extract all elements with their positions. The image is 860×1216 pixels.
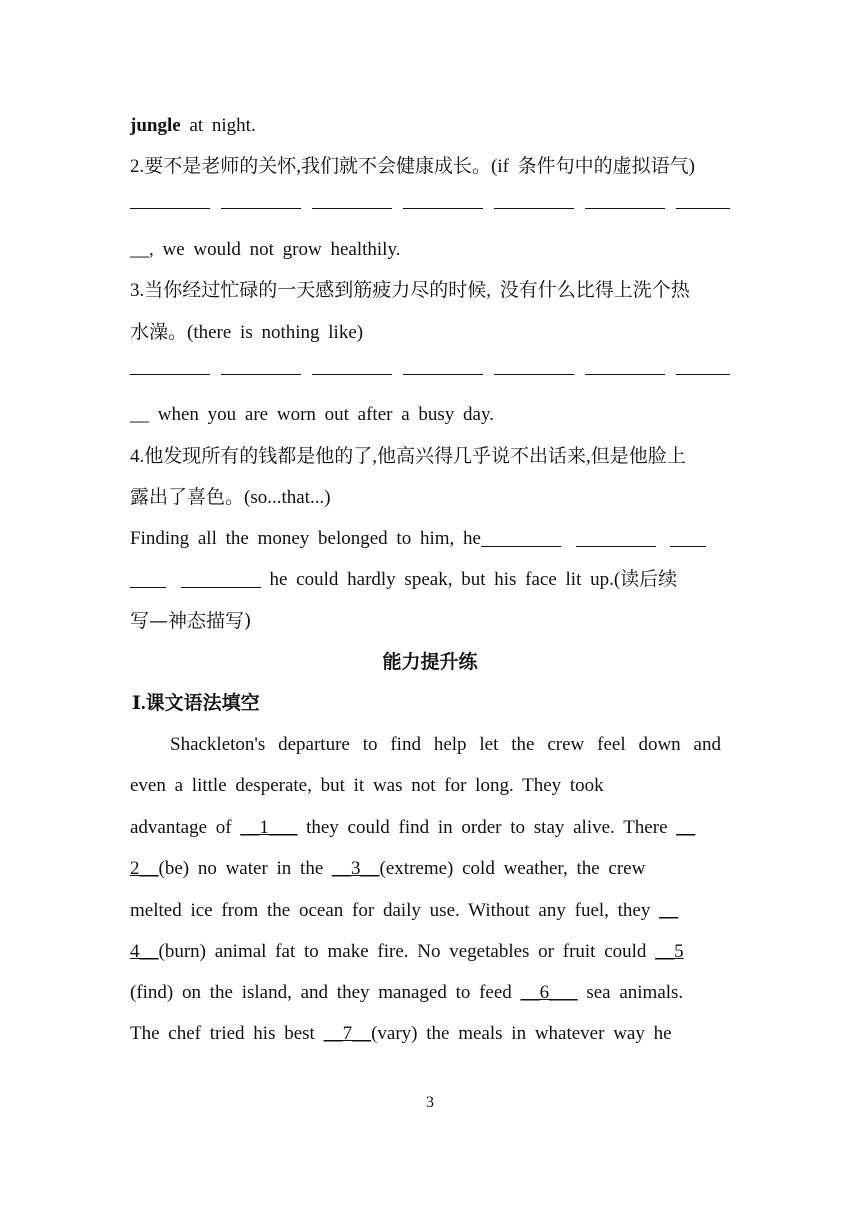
blank-2-start[interactable]: __ (676, 817, 696, 838)
blank[interactable] (676, 190, 730, 209)
blank-4[interactable]: 4__ (130, 941, 159, 962)
blank-6[interactable]: __6___ (520, 982, 578, 1003)
blank-4-start[interactable]: __ (659, 900, 679, 921)
text: Shackleton's departure to find help let the crew feel down and (170, 734, 721, 755)
blank[interactable] (130, 356, 210, 375)
text: Finding all the money belonged to him, he (130, 528, 481, 549)
page-number: 3 (426, 1094, 434, 1111)
question-3: 3.当你经过忙碌的一天感到筋疲力尽的时候, 没有什么比得上洗个热 (130, 280, 690, 301)
blank[interactable] (585, 190, 665, 209)
blank[interactable] (403, 356, 483, 375)
blank-2[interactable]: 2__ (130, 858, 159, 879)
blank[interactable] (181, 569, 261, 588)
section-title: 能力提升练 (382, 652, 478, 673)
text: he could hardly speak, but his face lit up.(读后续 (260, 569, 678, 590)
blank[interactable] (676, 356, 730, 375)
text: (be) no water in the (158, 858, 333, 879)
part-title: Ⅰ.课文语法填空 (132, 693, 260, 714)
paragraph-line (130, 939, 730, 965)
blank[interactable] (312, 190, 392, 209)
blank[interactable] (403, 190, 483, 209)
blank[interactable] (494, 190, 574, 209)
blank[interactable] (312, 356, 392, 375)
text: (extreme) cold weather, the crew (379, 858, 646, 879)
blank[interactable] (130, 190, 210, 209)
question-4-cont: 露出了喜色。(so...that...) (130, 487, 331, 508)
blank[interactable] (221, 356, 301, 375)
question-4-prompt (130, 526, 730, 552)
blank[interactable] (576, 528, 656, 547)
question-4-note: 写—神态描写) (130, 610, 252, 632)
text: sea animals. (577, 982, 684, 1003)
blank-7[interactable]: __7__ (323, 1023, 372, 1044)
bold-word: jungle (130, 115, 181, 136)
text: (vary) the meals in whatever way he (371, 1023, 672, 1044)
text: melted ice from the ocean for daily use. Without any fuel, they (130, 900, 660, 921)
paragraph-line (130, 815, 730, 841)
blank[interactable] (494, 356, 574, 375)
paragraph-line: even a little desperate, but it was not for long. They took (130, 775, 604, 796)
blank-3[interactable]: __3__ (332, 858, 380, 879)
question-4: 4.他发现所有的钱都是他的了,他高兴得几乎说不出话来,但是他脸上 (130, 446, 686, 467)
blank[interactable] (221, 190, 301, 209)
text: advantage of (130, 817, 241, 838)
text: (burn) animal fat to make fire. No vegetables or fruit could (158, 941, 656, 962)
question-2: 2.要不是老师的关怀,我们就不会健康成长。(if 条件句中的虚拟语气) (130, 156, 696, 177)
text: they could find in order to stay alive. There (297, 817, 677, 838)
question-4-line2 (130, 567, 730, 593)
blank[interactable] (670, 528, 706, 547)
paragraph-line (130, 856, 730, 882)
answer-blanks (130, 190, 730, 209)
answer-line: __, we would not grow healthily. (130, 239, 401, 260)
answer-line: __ when you are worn out after a busy day. (130, 404, 495, 425)
answer-blanks (130, 356, 730, 375)
paragraph-line (130, 1021, 730, 1047)
text: (find) on the island, and they managed to feed (130, 982, 521, 1003)
blank-1[interactable]: __1___ (240, 817, 298, 838)
paragraph-line (170, 732, 721, 758)
blank[interactable] (130, 569, 166, 588)
blank-5[interactable]: __5 (655, 941, 684, 962)
paragraph-line (130, 898, 730, 924)
paragraph-line (130, 980, 730, 1006)
blank[interactable] (481, 528, 561, 547)
question-3-cont: 水澡。(there is nothing like) (130, 322, 364, 343)
text-line (130, 113, 730, 139)
text: The chef tried his best (130, 1023, 324, 1044)
blank[interactable] (585, 356, 665, 375)
text: at night. (180, 115, 256, 136)
